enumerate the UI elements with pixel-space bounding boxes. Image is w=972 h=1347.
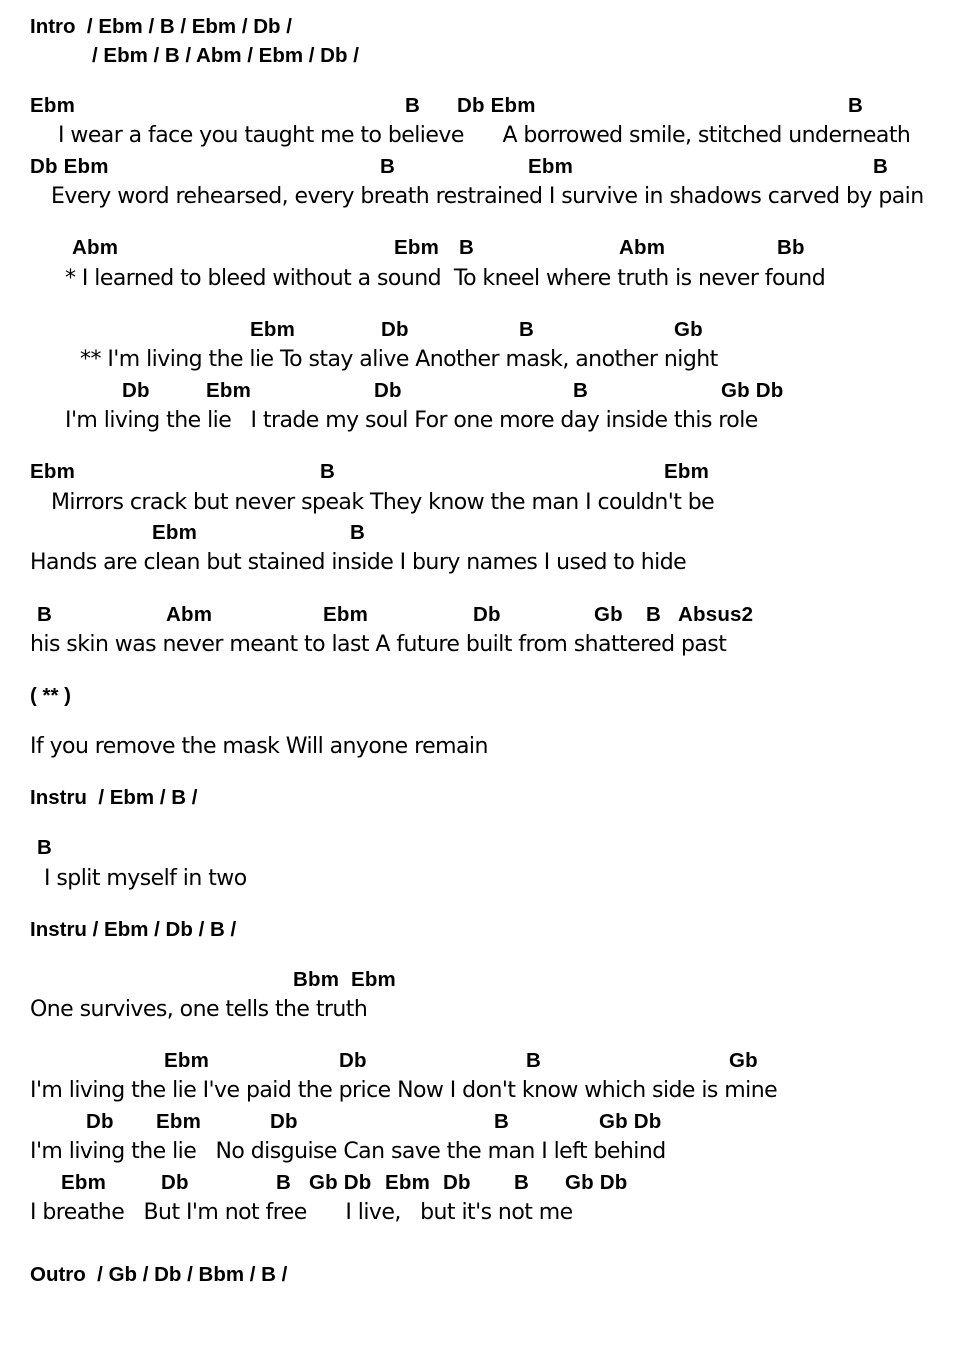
chord: B bbox=[573, 379, 589, 402]
lyric-line: I breathe But I'm not free I live, but it's not me bbox=[30, 1200, 573, 1225]
chord: B bbox=[514, 1171, 530, 1194]
chord: Ebm bbox=[528, 155, 574, 178]
lyric-line: I'm living the lie No disguise Can save the man I left behind bbox=[30, 1139, 666, 1164]
chord: Db bbox=[339, 1049, 367, 1072]
lyric-line: If you remove the mask Will anyone remain bbox=[30, 734, 488, 759]
lyric-line: I split myself in two bbox=[44, 866, 247, 891]
chord: Ebm bbox=[664, 460, 710, 483]
chord: Ebm bbox=[323, 603, 369, 626]
chord: Ebm bbox=[394, 236, 440, 259]
chord: Ebm bbox=[152, 521, 198, 544]
chord: Db bbox=[381, 318, 409, 341]
chord: Ebm bbox=[164, 1049, 210, 1072]
chord: B bbox=[350, 521, 366, 544]
lyric-line: Hands are clean but stained inside I bury names I used to hide bbox=[30, 550, 687, 575]
chord: B bbox=[405, 94, 421, 117]
chord: Db bbox=[374, 379, 402, 402]
chord: Abm bbox=[619, 236, 666, 259]
chord: Gb bbox=[674, 318, 703, 341]
lyric-line: I'm living the lie I've paid the price Now I don't know which side is mine bbox=[30, 1078, 778, 1103]
chord: Absus2 bbox=[678, 603, 754, 626]
chord: B bbox=[519, 318, 535, 341]
chord: Ebm bbox=[156, 1110, 202, 1133]
lyric-line: ** I'm living the lie To stay alive Another mask, another night bbox=[80, 347, 718, 372]
chorus-reference: ( ** ) bbox=[30, 684, 71, 707]
chord: Ebm bbox=[30, 94, 76, 117]
chord: Gb Db bbox=[721, 379, 784, 402]
chord: Gb Db bbox=[565, 1171, 628, 1194]
chord: Db bbox=[122, 379, 150, 402]
chord: B bbox=[873, 155, 889, 178]
instrumental-1: Instru / Ebm / B / bbox=[30, 786, 198, 809]
chord: B bbox=[494, 1110, 510, 1133]
chord: B bbox=[37, 603, 53, 626]
chord: Ebm bbox=[250, 318, 296, 341]
chord: B bbox=[37, 836, 53, 859]
chord: Abm bbox=[166, 603, 213, 626]
chord: Gb Db bbox=[309, 1171, 372, 1194]
chord: Bbm Ebm bbox=[293, 968, 396, 991]
chord: B bbox=[459, 236, 475, 259]
lyric-line: One survives, one tells the truth bbox=[30, 997, 368, 1022]
chord: Db bbox=[86, 1110, 114, 1133]
chord: Db Ebm bbox=[30, 155, 109, 178]
lyric-line: Every word rehearsed, every breath restrained I survive in shadows carved by pain bbox=[51, 184, 924, 209]
lyric-line: Mirrors crack but never speak They know the man I couldn't be bbox=[51, 490, 715, 515]
instrumental-2: Instru / Ebm / Db / B / bbox=[30, 918, 237, 941]
chord: Ebm bbox=[206, 379, 252, 402]
chord: B bbox=[848, 94, 864, 117]
chord: Abm bbox=[72, 236, 119, 259]
lyric-line: his skin was never meant to last A future built from shattered past bbox=[30, 632, 727, 657]
chord: Ebm bbox=[30, 460, 76, 483]
chord: Gb bbox=[594, 603, 623, 626]
chord: Gb Db bbox=[599, 1110, 662, 1133]
chord: Ebm bbox=[61, 1171, 107, 1194]
chord: Db bbox=[443, 1171, 471, 1194]
intro-line-2: / Ebm / B / Abm / Ebm / Db / bbox=[92, 44, 359, 67]
chord: Bb bbox=[777, 236, 805, 259]
chord: B bbox=[526, 1049, 542, 1072]
chord: B bbox=[646, 603, 662, 626]
intro-line-1: Intro / Ebm / B / Ebm / Db / bbox=[30, 15, 292, 38]
chord: B bbox=[320, 460, 336, 483]
chord: Db bbox=[473, 603, 501, 626]
chord: Db bbox=[270, 1110, 298, 1133]
outro: Outro / Gb / Db / Bbm / B / bbox=[30, 1263, 288, 1286]
chord: Gb bbox=[729, 1049, 758, 1072]
lyric-line: * I learned to bleed without a sound To kneel where truth is never found bbox=[65, 266, 826, 291]
chord: Ebm bbox=[385, 1171, 431, 1194]
chord: Db Ebm bbox=[457, 94, 536, 117]
chord: B bbox=[380, 155, 396, 178]
lyric-line: I'm living the lie I trade my soul For one more day inside this role bbox=[65, 408, 758, 433]
chord: B bbox=[276, 1171, 292, 1194]
chord: Db bbox=[161, 1171, 189, 1194]
lyric-line: I wear a face you taught me to believe A borrowed smile, stitched underneath bbox=[58, 123, 911, 148]
